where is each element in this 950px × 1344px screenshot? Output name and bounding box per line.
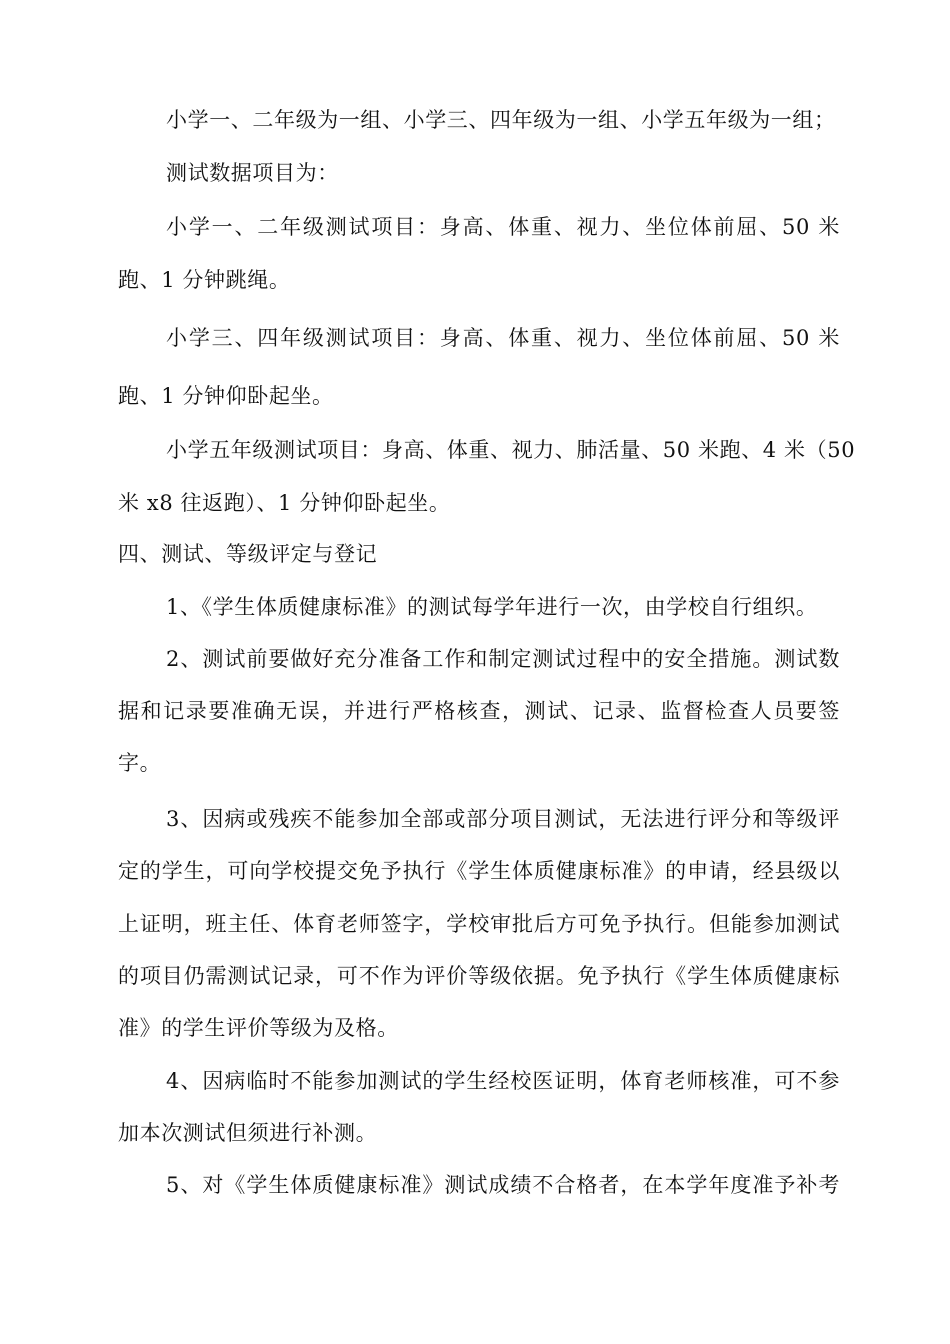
section-heading: 四、测试、等级评定与登记: [118, 542, 378, 566]
paragraph-line: 跑、1 分钟仰卧起坐。: [118, 384, 334, 408]
paragraph-line: 小学三、四年级测试项目：身高、体重、视力、坐位体前屈、50 米: [166, 326, 840, 350]
paragraph-line: 1、《学生体质健康标准》的测试每学年进行一次，由学校自行组织。: [166, 595, 818, 619]
paragraph-line: 3、因病或残疾不能参加全部或部分项目测试，无法进行评分和等级评: [166, 807, 840, 831]
paragraph-line: 2、测试前要做好充分准备工作和制定测试过程中的安全措施。测试数: [166, 647, 840, 671]
paragraph-line: 据和记录要准确无误，并进行严格核查，测试、记录、监督检查人员要签: [118, 699, 840, 723]
paragraph-line: 加本次测试但须进行补测。: [118, 1121, 378, 1145]
paragraph-line: 上证明，班主任、体育老师签字，学校审批后方可免予执行。但能参加测试: [118, 912, 840, 936]
paragraph-line: 小学一、二年级测试项目：身高、体重、视力、坐位体前屈、50 米: [166, 215, 840, 239]
paragraph-line: 4、因病临时不能参加测试的学生经校医证明，体育老师核准，可不参: [166, 1069, 840, 1093]
paragraph-line: 小学一、二年级为一组、小学三、四年级为一组、小学五年级为一组；: [166, 108, 836, 132]
paragraph-line: 5、对《学生体质健康标准》测试成绩不合格者，在本学年度准予补考: [166, 1173, 840, 1197]
paragraph-line: 小学五年级测试项目：身高、体重、视力、肺活量、50 米跑、4 米（50: [166, 438, 856, 462]
paragraph-line: 字。: [118, 751, 162, 775]
paragraph-line: 跑、1 分钟跳绳。: [118, 268, 291, 292]
paragraph-line: 测试数据项目为：: [166, 161, 339, 185]
paragraph-line: 的项目仍需测试记录，可不作为评价等级依据。免予执行《学生体质健康标: [118, 964, 840, 988]
paragraph-line: 准》的学生评价等级为及格。: [118, 1016, 399, 1040]
paragraph-line: 定的学生，可向学校提交免予执行《学生体质健康标准》的申请，经县级以: [118, 859, 840, 883]
paragraph-line: 米 x8 往返跑）、1 分钟仰卧起坐。: [118, 491, 451, 515]
